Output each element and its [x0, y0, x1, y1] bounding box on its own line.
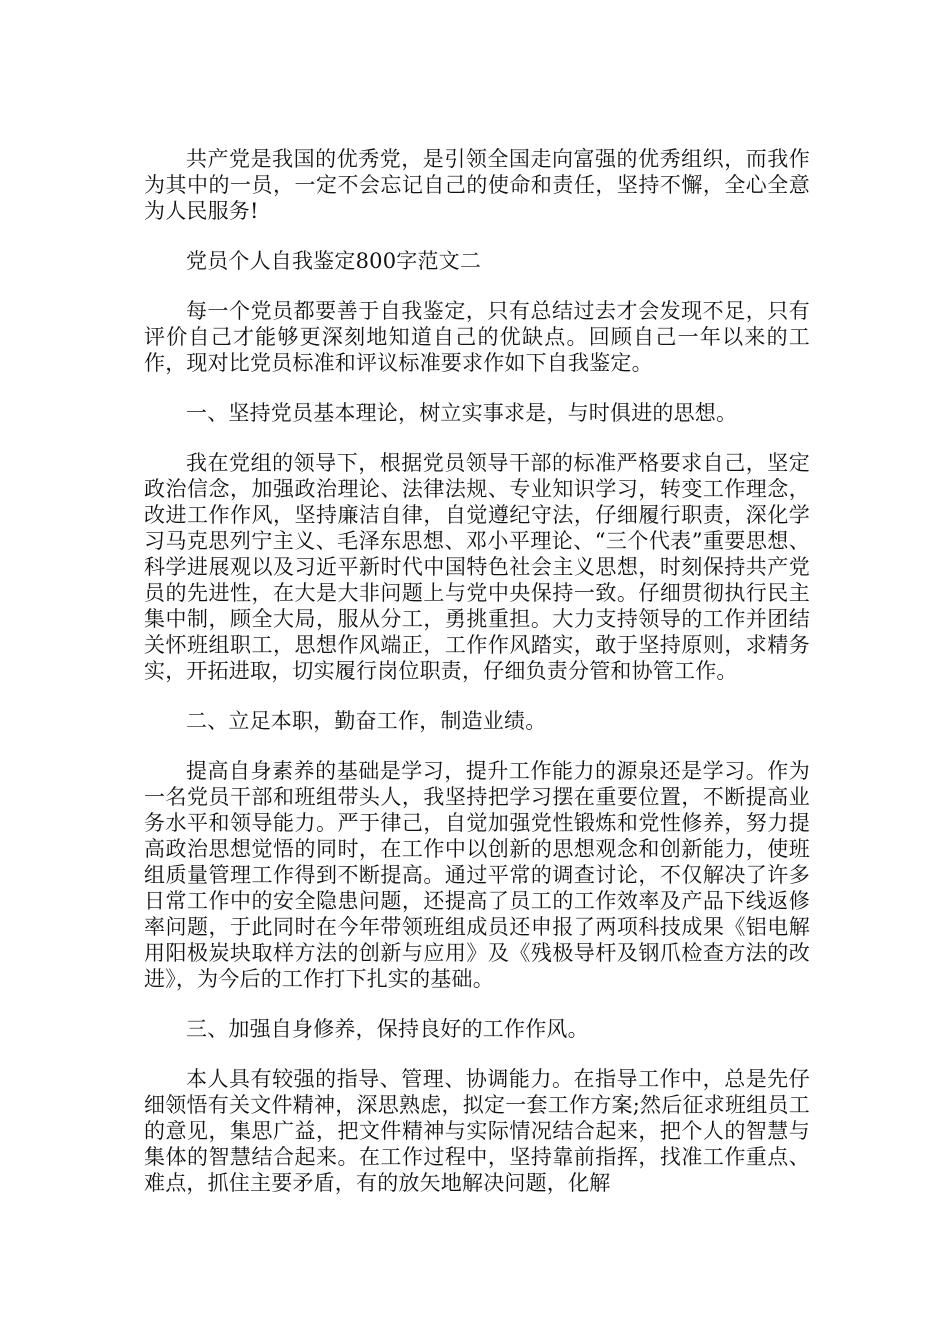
- paragraph-intro: 共产党是我国的优秀党，是引领全国走向富强的优秀组织，而我作为其中的一员，一定不会忘记自己的使命和责任，坚持不懈，全心全意为人民服务!: [144, 147, 810, 223]
- article-title: 党员个人自我鉴定800字范文二: [186, 249, 482, 273]
- section-heading-2: 二、立足本职，勤奋工作，制造业绩。: [186, 709, 547, 733]
- document-body: [144, 146, 810, 1220]
- paragraph-section-2: 提高自身素养的基础是学习，提升工作能力的源泉还是学习。作为一名党员干部和班组带头人，我坚持把学习摆在重要位置，不断提高业务水平和领导能力。严于律己，自觉加强党性锻炼和党性修养，努力提高政治思想觉悟的同时，在工作中以创新的思想观念和创新能力，使班组质量管理工作得到不断提高。通过平常的调查讨论，不仅解决了许多日常工作中的安全隐患问题，还提高了员工的工作效率及产品下线返修率问题，于此同时在今年带领班组成员还申报了两项科技成果《铝电解用阳极炭块取样方法的创新与应用》及《残极导杆及钢爪检查方法的改进》，为今后的工作打下扎实的基础。: [144, 759, 810, 991]
- paragraph-section-3: 本人具有较强的指导、管理、协调能力。在指导工作中，总是先仔细领悟有关文件精神，深思熟虑，拟定一套工作方案;然后征求班组员工的意见，集思广益，把文件精神与实际情况结合起来，把个人的智慧与集体的智慧结合起来。在工作过程中，坚持靠前指挥，找准工作重点、难点，抓住主要矛盾，有的放矢地解决问题，化解: [144, 1067, 810, 1195]
- section-heading-3: 三、加强自身修养，保持良好的工作作风。: [186, 1017, 589, 1041]
- paragraph-opening: 每一个党员都要善于自我鉴定，只有总结过去才会发现不足，只有评价自己才能够更深刻地知道自己的优缺点。回顾自己一年以来的工作，现对比党员标准和评议标准要求作如下自我鉴定。: [144, 299, 810, 375]
- paragraph-section-1: 我在党组的领导下，根据党员领导干部的标准严格要求自己，坚定政治信念，加强政治理论、法律法规、专业知识学习，转变工作理念，改进工作作风，坚持廉洁自律，自觉遵纪守法，仔细履行职责，深化学习马克思列宁主义、毛泽东思想、邓小平理论、“三个代表”重要思想、科学进展观以及习近平新时代中国特色社会主义思想，时刻保持共产党员的先进性，在大是大非问题上与党中央保持一致。仔细贯彻执行民主集中制，顾全大局，服从分工，勇挑重担。大力支持领导的工作并团结关怀班组职工，思想作风端正，工作作风踏实，敢于坚持原则，求精务实，开拓进取，切实履行岗位职责，仔细负责分管和协管工作。: [144, 451, 810, 683]
- section-heading-1: 一、坚持党员基本理论，树立实事求是，与时俱进的思想。: [186, 401, 738, 425]
